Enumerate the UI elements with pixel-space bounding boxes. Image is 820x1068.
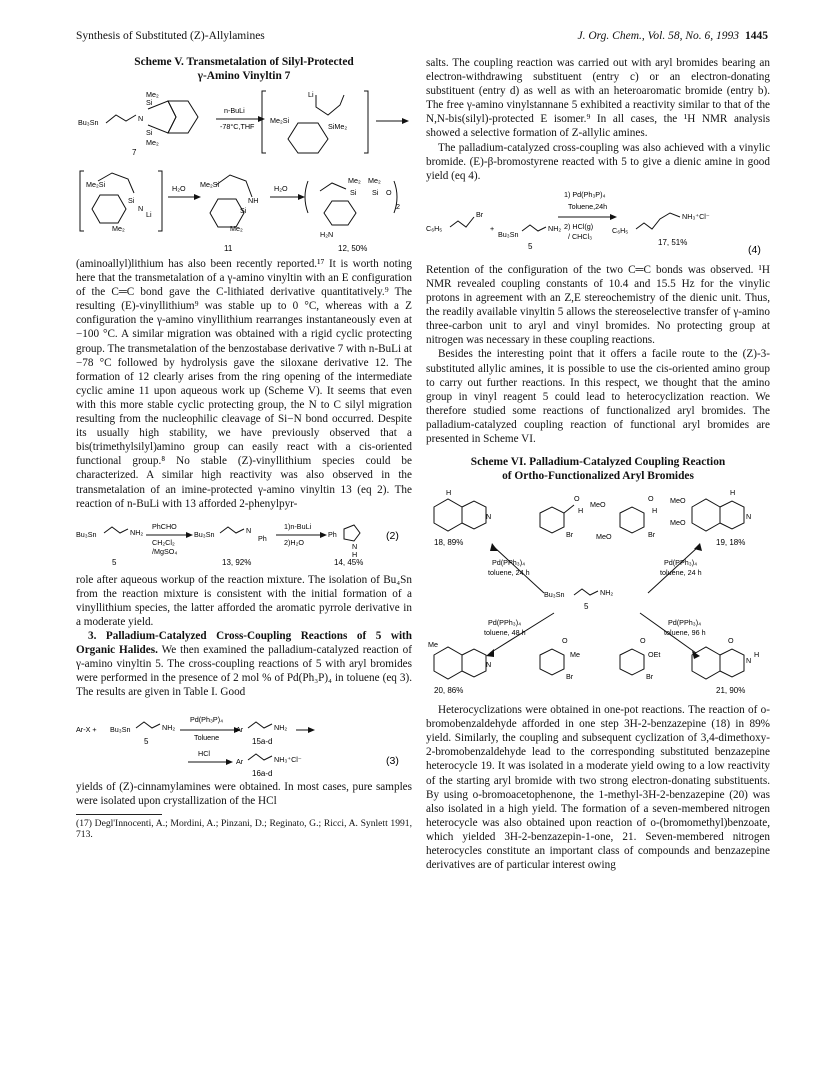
- cond-tr-2: toluene, 24 h: [660, 568, 702, 578]
- eq3-catalyst: Pd(Ph₃P)₄: [190, 714, 224, 724]
- benzene-12: [324, 201, 356, 225]
- eq2-h-14: H: [352, 549, 358, 559]
- eq2-bu3sn: Bu₃Sn: [76, 529, 97, 539]
- eq4-c6h5: C₆H₅: [426, 223, 443, 233]
- label-19: 19, 18%: [716, 538, 746, 548]
- eq2-arrow-1-head: [186, 532, 193, 538]
- eq2-ph-13: Ph: [258, 533, 267, 543]
- eq2-label-14: 14, 45%: [334, 557, 364, 567]
- eq3-chain-15: [248, 722, 272, 728]
- cond-bl-2: toluene, 48 h: [484, 628, 526, 638]
- atom-me2-12b: Me₂: [368, 176, 381, 185]
- atom-br-aceto: Br: [566, 672, 574, 682]
- atom-li-int: Li: [308, 90, 314, 99]
- eq3-hcl: HCl: [198, 748, 210, 758]
- eq2-h2o: 2)H₂O: [284, 537, 304, 547]
- eq2-nbuli: 1)n-BuLi: [284, 521, 312, 531]
- eq3-ar2: Ar: [236, 756, 244, 766]
- ring-18-azepine: [462, 501, 486, 529]
- eq2-chain-13: [220, 527, 244, 533]
- eq2-phcho: PhCHO: [152, 521, 177, 531]
- eq4-nh2: NH₂: [548, 223, 562, 233]
- eq3-arrow-3-head: [226, 759, 233, 765]
- eq4-nh3cl: NH₃⁺Cl⁻: [682, 211, 710, 221]
- eq2-bu3sn-13: Bu₃Sn: [194, 529, 215, 539]
- atom-sime2-int: SiMe₂: [328, 122, 348, 131]
- eq4-svg: [426, 187, 770, 263]
- footnote-17: (17) Degl'Innocenti, A.; Mordini, A.; Pinzani, D.; Reginato, G.; Ricci, A. Synlett 1991, 713.: [76, 817, 412, 841]
- right-paragraph-4: Besides the interesting point that it offers a facile route to the (Z)-3-substituted allylic amines, it is possible to use the cis-oriented amino group to carry out further reactions. In this respect, we thought that the amino group in vinyl reagent 5 could lead to heterocyclization reaction. We therefore studied some reactions of functionalized aryl bromides. The palladium-catalyzed coupling reaction of functional aryl bromides are presented in Scheme VI.: [426, 348, 770, 445]
- left-paragraph-4: yields of (Z)-cinnamylamines were obtained. In most cases, pure samples were isolated upon crystallization of the HCl: [76, 780, 412, 807]
- atom-si-11: Si: [240, 206, 247, 215]
- atom-si-7b: Si: [146, 128, 153, 137]
- eq3-figure: [76, 706, 412, 780]
- atom-si-12b: Si: [372, 188, 379, 197]
- eq2-label-5: 5: [112, 557, 117, 567]
- journal-citation: [577, 30, 768, 42]
- label-7: 7: [132, 148, 137, 157]
- atom-o-dm: O: [648, 494, 654, 504]
- eq2-number: (2): [386, 529, 399, 542]
- benzene-7: [168, 101, 198, 133]
- eq4-r1: 1) Pd(Ph₃P)₄: [564, 189, 606, 199]
- eq4-br: Br: [476, 209, 484, 219]
- running-header: [76, 30, 768, 46]
- left-paragraph-3: [76, 629, 412, 699]
- reagent-h2o-2: H₂O: [274, 184, 288, 193]
- atom-si-li: Si: [128, 196, 135, 205]
- eq2-label-13: 13, 92%: [222, 557, 252, 567]
- eq3-toluene: Toluene: [194, 732, 220, 742]
- page-number: 1445: [745, 30, 768, 42]
- eq3-label-15: 15a-d: [252, 736, 273, 746]
- running-title: Synthesis of Substituted (Z)-Allylamines: [76, 30, 265, 42]
- eq3-arx: Ar-X +: [76, 724, 97, 734]
- chain-intermediate: [316, 95, 344, 115]
- atom-h2n-12: H₂N: [320, 230, 334, 239]
- scheme6-figure: [426, 485, 770, 697]
- journal-name: J. Org. Chem., Vol. 58, No. 6, 1993: [577, 30, 739, 42]
- reagent-h2o-1: H₂O: [172, 184, 186, 193]
- atom-me-20: Me: [428, 640, 438, 650]
- ring-acetophenone: [540, 649, 564, 675]
- eq3-chain-5: [136, 722, 160, 728]
- label-21: 21, 90%: [716, 686, 746, 696]
- atom-h-18: H: [446, 488, 452, 498]
- eq2-nh2: NH₂: [130, 527, 144, 537]
- atom-bu3sn: Bu₃Sn: [78, 118, 99, 127]
- eq3-svg: [76, 706, 412, 780]
- atom-me2-12a: Me₂: [348, 176, 361, 185]
- eq4-chain-5: [522, 225, 546, 231]
- eq3-ar: Ar: [236, 724, 244, 734]
- cond-tl-1: Pd(PPh₃)₄: [492, 558, 526, 568]
- right-paragraph-1: salts. The coupling reaction was carried out with aryl bromides bearing an electron-withdrawing substituent (entry c) or an electron-donating substituent (entry d) as well as with an heteroaromatic bromide (entry b). The free γ-amino vinylstannane 5 exhibited a reactivity similar to that of the N,N-bis(silyl)-protected E isomer.⁹ In all cases, the ¹H NMR analysis showed a selective formation of Z-allylic amines.: [426, 57, 770, 140]
- right-column: [426, 56, 770, 872]
- eq4-number: (4): [748, 243, 761, 256]
- left-paragraph-2: role after aqueous workup of the reaction mixture. The isolation of Bu₄Sn from the reaction mixture is consistent with the initial formation of a vinyllithium species, the latter afforded the aromatic pyrrole derivative in a moderate yield.: [76, 573, 412, 628]
- eq3-arrow-2-head: [308, 727, 315, 733]
- paren-left: [305, 181, 308, 213]
- atom-me2-li: Me₂: [112, 224, 125, 233]
- ring-18-benzene: [434, 499, 462, 531]
- arrow-3-head: [194, 194, 201, 200]
- eq3-bu3sn: Bu₃Sn: [110, 724, 131, 734]
- scheme5-title-line2: γ-Amino Vinyltin 7: [197, 69, 291, 82]
- left-paragraph-1: (aminoallyl)lithium has also been recently reported.¹⁷ It is worth noting here that the transmetalation of a γ-amino vinyltin with an E configuration of the C═C bond gave the C-lithiated derivative quantitatively.⁹ The resulting (E)-vinyllithium⁹ was stable up to 0 °C, whereas with a Z configuration the γ-amino vinyllithium rearranges instantaneously even at −100 °C. A similar migration was obtained with a rigid cyclic protecting group. The transmetalation of the benzostabase derivative 7 with n-BuLi at −78 °C followed by hydrolysis gave the siloxane derivative 12. The formation of 12 clearly arises from the ring opening of the intermediate cyclic amine 11 upon aqueous work up (Scheme V). It seems that even with this more stable cyclic protecting group, the N to C silyl migration resulting from the nucleophilic cleavage of Si−N bond occurred. Despite its usually high stability, we have previously observed that a bis(trimethylsilyl)amino group can easily react with a cis-oriented functional group.⁸ No stable (Z)-vinyllithium species could be characterized. A similar high reactivity was also observed in the transmetalation of an imine-protected γ-amino vinyltin 13 (eq 2). The reaction of n-BuLi with 13 afforded 2-phenylpyr-: [76, 258, 412, 510]
- atom-o-aceto: O: [562, 636, 568, 646]
- right-paragraph-2: The palladium-catalyzed cross-coupling was also achieved with a vinylic bromide. (E)-β-bromostyrene reacted with 5 to give a dienic amine in good yield (eq 4).: [426, 141, 770, 182]
- label-18: 18, 89%: [434, 538, 464, 548]
- eq4-figure: [426, 187, 770, 263]
- cond-tr-1: Pd(PPh₃)₄: [664, 558, 698, 568]
- atom-o-21: O: [728, 636, 734, 646]
- bracket-left-1: [262, 91, 266, 153]
- atom-me-aceto: Me: [570, 650, 580, 660]
- atom-me2-11: Me₂: [230, 224, 243, 233]
- left-column: [76, 56, 412, 841]
- bracket-right-2: [158, 171, 162, 231]
- benzene-11: [210, 199, 244, 227]
- eq4-arrow-head: [610, 214, 617, 220]
- scheme5-figure: [76, 85, 412, 257]
- eq4-label-17: 17, 51%: [658, 237, 688, 247]
- eq2-n-13: N: [246, 525, 252, 535]
- label-20: 20, 86%: [434, 686, 464, 696]
- arrow-to-18-head: [490, 543, 498, 551]
- ring-aldehyde: [540, 507, 564, 533]
- eq4-r4: / CHCl₃: [568, 231, 593, 241]
- scheme6-title: [426, 456, 770, 483]
- atom-li: Li: [146, 210, 152, 219]
- ring-20-azepine: [462, 649, 486, 677]
- central-chain-5: [574, 589, 598, 595]
- atom-n-19: N: [746, 512, 752, 522]
- atom-h-dm: H: [652, 506, 658, 516]
- atom-h-21: H: [754, 650, 760, 660]
- atom-meo-2: MeO: [596, 532, 612, 542]
- scheme5-title-line1: Scheme V. Transmetalation of Silyl-Protected: [134, 56, 354, 68]
- eq4-c6h5b: C₆H₅: [612, 225, 629, 235]
- reagent-temp: -78°C,THF: [220, 122, 255, 131]
- atom-meo-19b: MeO: [670, 518, 686, 528]
- eq2-mgso4: /MgSO₄: [152, 546, 178, 556]
- eq3-chain-16: [248, 754, 272, 760]
- atom-me2si-li: Me₂Si: [86, 180, 106, 189]
- reagent-nbuli: n-BuLi: [224, 106, 245, 115]
- atom-n-21: N: [746, 656, 752, 666]
- atom-o-benzoate: O: [640, 636, 646, 646]
- atom-n-20: N: [486, 660, 492, 670]
- atom-me2-7b: Me₂: [146, 138, 159, 147]
- ring-21-azepine: [720, 649, 744, 677]
- atom-si-12a: Si: [350, 188, 357, 197]
- scheme6-title-line2: of Ortho-Functionalized Aryl Bromides: [502, 469, 694, 482]
- eq2-chain-5: [104, 527, 128, 533]
- atom-nh-11: NH: [248, 196, 259, 205]
- ring-19-benzene: [692, 499, 720, 531]
- eq3-label-5: 5: [144, 736, 149, 746]
- atom-n-li: N: [138, 204, 144, 213]
- scheme6-svg: [426, 485, 770, 697]
- atom-n-7: N: [138, 114, 144, 123]
- atom-me2si-11: Me₂Si: [200, 180, 220, 189]
- atom-n-18: N: [486, 512, 492, 522]
- ring-21-benzene: [692, 647, 720, 679]
- benzene-intermediate: [288, 123, 328, 153]
- atom-br-benzoate: Br: [646, 672, 654, 682]
- bracket-right-1: [364, 91, 368, 153]
- eq4-chain-17: [636, 213, 680, 229]
- eq2-ph-14: Ph: [328, 529, 337, 539]
- eq3-nh2: NH₂: [162, 722, 176, 732]
- atom-h-19: H: [730, 488, 736, 498]
- section-3-body: We then examined the palladium-catalyzed reaction of γ-amino vinyltin 5. The cross-coupling reactions of 5 with aryl bromides were performed in the presence of 2 mol % of Pd(Ph₃P)₄ in toluene (eq 3). The results are given in Table I. Good: [76, 644, 412, 699]
- subscript-2: 2: [396, 202, 400, 211]
- chain-12: [320, 183, 346, 191]
- bracket-left-2: [80, 171, 84, 231]
- ring-dimethoxy: [620, 507, 644, 533]
- atom-me2si-int: Me₂Si: [270, 116, 290, 125]
- eq3-nh2b: NH₂: [274, 722, 288, 732]
- bond-cho: [564, 505, 574, 513]
- eq2-figure: [76, 517, 412, 569]
- arrow-2-head: [402, 118, 409, 124]
- right-paragraph-3: Retention of the configuration of the two C═C bonds was observed. ¹H NMR revealed coupling constants of 10.4 and 15.5 Hz for the vinylic protons in agreement with an Z,E stereochemistry of the dienic unit. Thus, the readily available vinyltin 5 allows the stereoselective transfer of γ-amino three-carbon unit to aryl and vinyl bromides. No protecting group at nitrogen was necessary in these coupling reactions.: [426, 263, 770, 347]
- atom-bu3sn-central: Bu₃Sn: [544, 590, 565, 600]
- ring-19-azepine: [720, 501, 744, 529]
- eq2-n-14: N: [352, 541, 358, 551]
- eq3-nh3cl: NH₃⁺Cl⁻: [274, 754, 302, 764]
- ring-11: [216, 175, 252, 197]
- arrow-to-20-head: [486, 649, 494, 657]
- cond-tl-2: toluene, 24 h: [488, 568, 530, 578]
- eq2-pyrrole: [344, 525, 360, 541]
- atom-o-12: O: [386, 188, 392, 197]
- eq2-arrow-2-head: [320, 532, 327, 538]
- atom-br-ald: Br: [566, 530, 574, 540]
- ring-20-benzene: [434, 647, 462, 679]
- atom-o-ald: O: [574, 494, 580, 504]
- atom-nh2-central: NH₂: [600, 588, 614, 598]
- right-paragraph-5: Heterocyclizations were obtained in one-pot reactions. The reaction of o-bromobenzaldehyde afforded in one step 3H-2-benzazepine (18) in 89% yield. Similarly, the coupling and subsequent cyclization of 3,4-dimethoxy-2-bromobenzaldehyde lead to the corresponding substituted benzazepine heterocycle 19. It was isolated in a moderate yield owing to a low reactivity of the starting aryl bromide with two strong electron-donating substituents. By using o-bromoacetophenone, the 1-methyl-3H-2-benzazepine (20) was also isolated in a high yield. The formation of a seven-membered nitrogen heterocycle was also obtained upon reaction of o-(bromomethyl)benzoate, which yielded 3H-2-benzazepin-1-one, 21. Seven-membered nitrogen heterocycles constitute an important class of compounds and benzazepine derivatives are of particular interest owing: [426, 704, 770, 872]
- section-3-heading: 3. Palladium-Catalyzed Cross-Coupling Reactions of 5 with Organic Halides.: [76, 630, 412, 657]
- eq2-ch2cl2: CH₂Cl₂: [152, 537, 175, 547]
- eq3-label-16: 16a-d: [252, 768, 273, 778]
- eq4-styryl: [450, 217, 474, 227]
- scheme5-svg: [76, 85, 412, 257]
- atom-si-7a: Si: [146, 98, 153, 107]
- eq4-bu3sn: Bu₃Sn: [498, 229, 519, 239]
- atom-br-dm: Br: [648, 530, 656, 540]
- cond-br-1: Pd(PPh₃)₄: [668, 618, 702, 628]
- atom-meo-1: MeO: [590, 500, 606, 510]
- eq2-svg: [76, 517, 412, 569]
- atom-h-ald: H: [578, 506, 584, 516]
- eq4-r3: 2) HCl(g): [564, 221, 594, 231]
- atom-me2-7a: Me₂: [146, 90, 159, 99]
- scheme5-title: [76, 56, 412, 83]
- eq4-plus: +: [490, 223, 495, 233]
- footnote-rule: [76, 814, 162, 815]
- cond-bl-1: Pd(PPh₃)₄: [488, 618, 522, 628]
- arrow-4-head: [298, 194, 305, 200]
- vinyl-chain-7: [106, 115, 136, 123]
- scheme6-title-line1: Scheme VI. Palladium-Catalyzed Coupling Reaction: [470, 456, 726, 469]
- benzene-li: [92, 195, 126, 223]
- eq4-r2: Toluene,24h: [568, 201, 608, 211]
- label-12: 12, 50%: [338, 244, 368, 253]
- label-5-central: 5: [584, 602, 589, 612]
- eq4-label-5: 5: [528, 241, 533, 251]
- cond-br-2: toluene, 96 h: [664, 628, 706, 638]
- ring-benzoate: [620, 649, 644, 675]
- label-11: 11: [224, 244, 233, 253]
- atom-meo-19a: MeO: [670, 496, 686, 506]
- atom-oet-benzoate: OEt: [648, 650, 661, 660]
- eq3-number: (3): [386, 754, 399, 767]
